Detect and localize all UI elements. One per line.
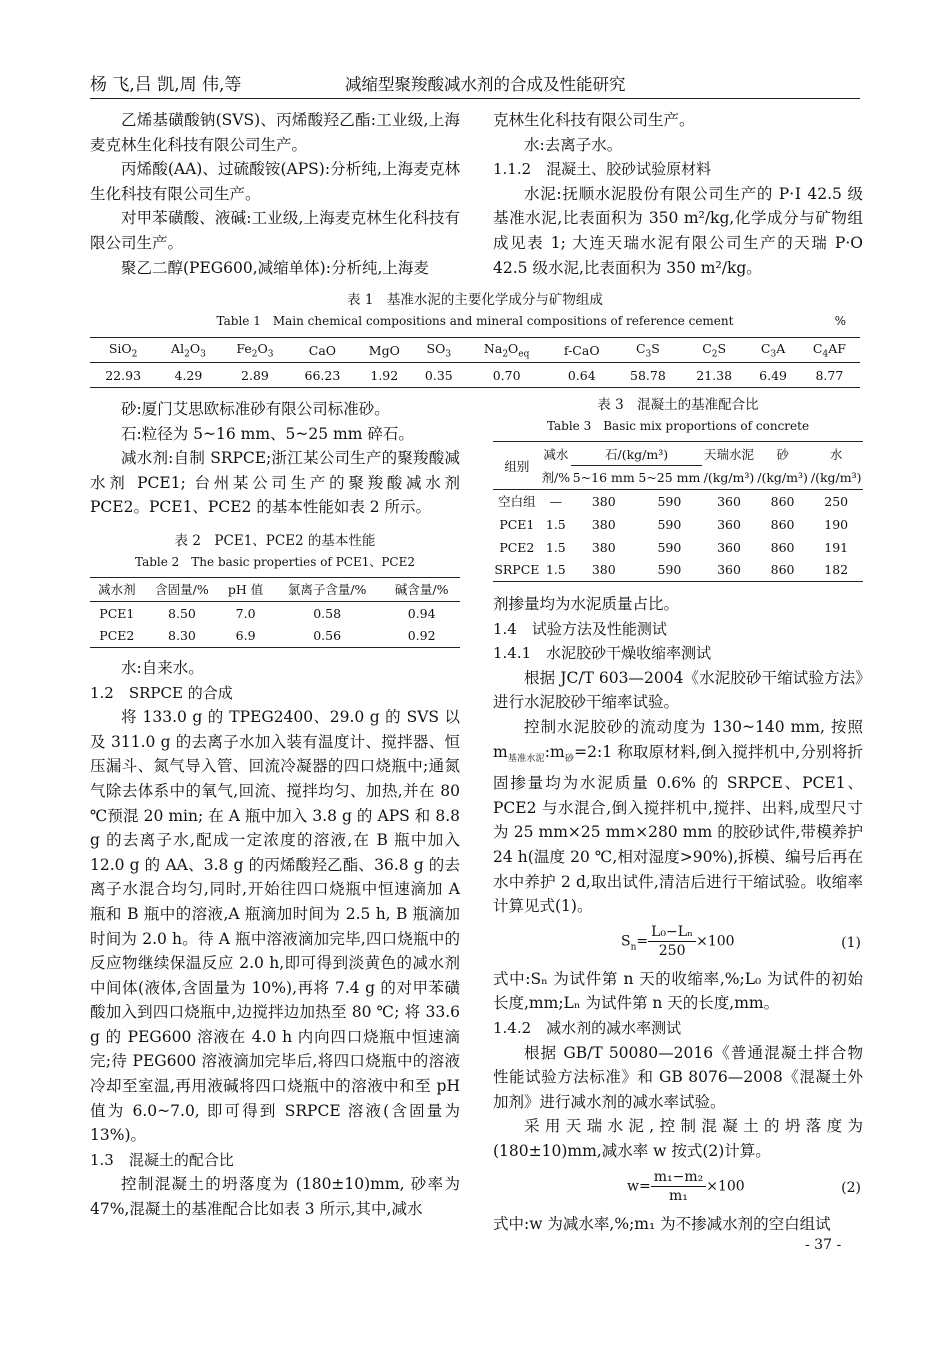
table3-cell: 380 [591,562,616,578]
table2-caption-en: Table 2 The basic properties of PCE1、PCE2 [135,554,415,569]
table2-row [90,624,460,647]
table1-header-part: S [651,340,660,356]
table3-header-wr2: 剂/% [541,470,571,486]
table3 [493,441,863,582]
section-heading: 1.1.2 混凝土、胶砂试验原材料 [493,160,712,179]
table1-header-part: O [257,340,268,356]
table2-header-row [90,577,460,601]
section-heading: 1.4.2 减水剂的减水率测试 [493,1019,682,1037]
section-heading: 1.4 试验方法及性能测试 [493,619,667,638]
eq2-fraction [651,1168,707,1205]
table3-cell: 590 [657,516,682,532]
table3-header-water1: 水 [829,446,843,462]
table1-header-part: C [635,340,646,356]
table1-caption-en: Table 1 Main chemical compositions and mineral compositions of reference cement [216,314,734,328]
table1-header-part: Al [171,340,185,356]
paragraph: 石:粒径为 5~16 mm、5~25 mm 碎石。 [121,424,414,443]
table3-cell: 1.5 [545,562,566,578]
paragraph: 减水剂:自制 SRPCE;浙江某公司生产的聚羧酸减水剂 PCE1; 台州某公司生产的聚羧酸减水剂 PCE2。PCE1、PCE2 的基本性能如表 2 所示。 [90,449,460,517]
table2-cell: 8.30 [168,628,196,644]
table1-header-part: SiO [108,340,132,356]
paragraph: 剂掺量均为水泥质量占比。 [493,595,680,613]
table1-header-cell [413,338,465,363]
table1-header-cell [289,338,355,363]
paragraph: 采用天瑞水泥,控制混凝土的坍落度为 (180±10)mm,减水率 w 按式(2)计算。 [493,1117,863,1160]
table1-value-cell: 6.49 [759,367,787,383]
paragraph: 式中:Sₙ 为试件第 n 天的收缩率,%;L₀ 为试件的初始长度,mm;Lₙ 为试件第 n 天的长度,mm。 [493,969,863,1013]
table1-value-cell: 21.38 [696,367,733,383]
table3-header-wr1: 减水 [543,446,569,462]
table1-header-part: 2 [131,349,138,360]
right-column-top [493,108,863,280]
paragraph: 根据 JC/T 603—2004《水泥胶砂干缩试验方法》进行水泥胶砂干缩率试验。 [493,668,863,712]
paragraph: 根据 GB/T 50080—2016《普通混凝土拌合物性能试验方法标准》和 GB 8076—2008《混凝土外加剂》进行减水剂的减水率试验。 [493,1043,863,1111]
paragraph: 水:去离子水。 [524,135,623,154]
table3-cell: — [549,493,563,509]
paragraph [493,715,863,919]
table3-header-sand2: /(kg/m³) [757,469,808,485]
table1 [90,337,860,388]
table1-header-cell [156,338,220,363]
table2-cell: PCE1 [99,605,135,621]
table1-value-cell: 0.35 [424,367,453,383]
paragraph: 砂:厦门艾思欧标准砂有限公司标准砂。 [121,400,390,418]
table3-cell: 380 [591,516,616,532]
eq1-fraction [648,923,696,960]
table3-cell: 860 [770,562,795,578]
table2-cell: 6.9 [235,628,256,644]
table1-header-part: CaO [308,342,337,358]
paragraph: 对甲苯磺酸、液碱:工业级,上海麦克林生化科技有限公司生产。 [90,209,460,252]
table1-header-part: AF [828,340,846,356]
eq1-tail: ×100 [696,933,735,950]
eq1-numerator: L₀−Lₙ [648,923,696,942]
table3-cell: 190 [824,516,849,532]
table3-cell: 1.5 [545,539,566,555]
table1-value-cell: 0.70 [492,367,521,383]
eq2-tail: ×100 [706,1178,745,1195]
table1-caption-cn: 表 1 基准水泥的主要化学成分与矿物组成 [347,292,603,308]
table1-value-cell: 8.77 [815,367,844,383]
subscript: 砂 [564,753,575,764]
table1-header-cell [615,338,681,363]
table3-cell: 860 [770,539,795,555]
table1-header-part: 3 [645,349,652,360]
table3-row [493,536,863,559]
eq2-numerator: m₁−m₂ [651,1168,707,1187]
table2-cell: 7.0 [235,605,256,621]
table3-row [493,490,863,513]
table1-header-part: A [776,340,786,356]
table2-header-cell: 氯离子含量/% [287,582,367,598]
table2-header-cell: 含固量/% [155,582,209,598]
table2-row [90,601,460,624]
table3-cell: 250 [824,493,849,509]
table1-header-part: 3 [770,349,777,360]
paragraph: 聚乙二醇(PEG600,减缩单体):分析纯,上海麦 [121,258,429,277]
table2-cell: 0.94 [407,605,436,621]
table3-cell: 191 [824,539,849,555]
text-run: =2:1 称取原材料,倒入搅拌机中,分别将折固掺量均为水泥质量 0.6% 的 SRPCE、PCE1、PCE2 与水混合,倒入搅拌机中,搅拌、出料,成型尺寸为 25 mm×25 mm×280 mm 的胶砂试件,带模养护 24 h(温度 20 ℃,相对湿度>90%),拆模、编号后再在水中养护 2 d,取出试件,清洁后进行干缩试验。收缩率计算见式(1)。 [493,742,863,916]
table3-header-stone-a: 5~16 mm [572,470,635,485]
table2-cell: PCE2 [99,628,135,644]
table3-header-row1 [493,442,863,466]
paragraph: 将 133.0 g 的 TPEG2400、29.0 g 的 SVS 以及 311.0 g 的去离子水加入装有温度计、搅拌器、恒压漏斗、氮气导入管、回流冷凝器的四口烧瓶中;通氮气除去体系中的氧气,回流、搅拌均匀、加热,并在 80 ℃预混 20 min; 在 A 瓶中加入 3.8 g 的 APS 和 8.8 g 的去离子水,配成一定浓度的溶液,在 B 瓶中加入 12.0 g 的 AA、3.8 g 的丙烯酸羟乙酯、36.8 g 的去离子水混合均匀,同时,开始往四口烧瓶中恒速滴加 A 瓶和 B 瓶中的溶液,A 瓶滴加时间为 2.5 h, B 瓶滴加时间为 2.0 h。待 A 瓶中溶液滴加完毕,四口烧瓶中的反应物继续保温反应 2.0 h,即可得到淡黄色的减水剂中间体(液体,含固量为 10%),再将 7.4 g 的对甲苯磺酸加入到四口烧瓶中,边搅拌边加热至 80 ℃; 将 33.6 g 的 PEG600 溶液在 4.0 h 内向四口烧瓶中恒速滴完;待 PEG600 溶液滴加完毕后,将四口烧瓶中的溶液冷却至室温,再用液碱将四口烧瓶中的溶液中和至 pH 值为 6.0~7.0, 即可得到 SRPCE 溶液(含固量为 13%)。 [90,708,460,1145]
table1-header-part: 3 [200,349,206,360]
eq1-lhs: S [621,933,631,950]
eq1-denominator: 250 [658,942,686,959]
table1-header-part: SO [426,340,446,356]
table1-header-cell [221,338,290,363]
paragraph: 乙烯基磺酸钠(SVS)、丙烯酸羟乙酯:工业级,上海麦克林生化科技有限公司生产。 [90,111,460,154]
eq1-lhs-sub: n [630,942,637,953]
table3-cell: 360 [717,539,741,555]
table1-header-part: O [508,340,519,356]
equation-1 [493,923,863,967]
paragraph: 克林生化科技有限公司生产。 [493,111,695,129]
table3-header-cement2: /(kg/m³) [703,469,755,485]
table1-value-cell: 2.89 [241,367,269,383]
paragraph: 水泥:抚顺水泥股份有限公司生产的 P·Ⅰ 42.5 级基准水泥,比表面积为 350 m²/kg,化学成分与矿物组成见表 1; 大连天瑞水泥有限公司生产的天瑞 P·O 42.5 级水泥,比表面积为 350 m²/kg。 [493,184,863,277]
table1-header-cell [549,338,615,363]
table1-header-cell [356,338,414,363]
table3-cell: SRPCE [494,562,540,578]
table3-cell: 182 [824,562,849,578]
table1-value-cell: 4.29 [174,367,203,383]
table2-cell: 0.56 [313,628,342,644]
header-authors: 杨 飞,吕 凯,周 伟,等 [90,75,242,95]
table1-value-cell: 58.78 [630,367,666,383]
eq2-lhs: w [627,1178,639,1195]
table3-header-cement1: 天瑞水泥 [703,446,754,462]
table3-cell: 空白组 [498,494,536,510]
table3-cell: PCE1 [499,516,535,532]
table1-header-cell [465,338,549,363]
table2-header-cell: 减水剂 [98,582,136,598]
table1-header-part: 2 [502,349,509,360]
table1-header-part: C [760,340,771,356]
table1-header-row [90,338,860,363]
table2-caption-cn: 表 2 PCE1、PCE2 的基本性能 [174,532,376,549]
table1-value-cell: 0.64 [567,367,596,383]
left-column-middle [90,397,460,1222]
running-header [90,68,860,99]
right-column-middle [493,394,863,1236]
table1-header-part: eq [518,349,530,360]
table1-header-part: 3 [267,349,274,360]
table1-header-part: 2 [711,349,718,360]
table3-row [493,559,863,582]
table3-block [493,394,863,582]
table3-cell: 590 [657,493,682,509]
table3-header-group: 组别 [504,458,530,474]
table1-header-part: 2 [184,349,190,360]
table1-header-part: S [717,340,727,356]
table3-header-water2: /(kg/m³) [810,469,862,485]
eq1-number: (1) [841,934,861,951]
table1-header-part: O [189,340,201,356]
table1-unit: % [834,314,846,328]
table1-header-cell [90,338,156,363]
eq2-number: (2) [841,1179,861,1196]
equation-2-body: w= $\frac{\text{m₁−m₂}}{\text{m₁}}$ ×100 [627,1168,745,1204]
table3-header-sand1: 砂 [776,446,789,462]
table3-cell: 1.5 [545,516,566,532]
table3-caption-en: Table 3 Basic mix proportions of concrete [546,419,810,433]
section-heading: 1.4.1 水泥胶砂干燥收缩率测试 [493,644,712,663]
table1-block [90,289,860,388]
paragraph: 控制混凝土的坍落度为 (180±10)mm, 砂率为 47%,混凝土的基准配合比如表 3 所示,其中,减水 [90,1175,460,1219]
table3-caption-cn: 表 3 混凝土的基准配合比 [597,397,759,413]
subscript: 基准水泥 [507,753,545,764]
table3-cell: 380 [591,539,616,555]
table3-cell: 360 [717,493,741,509]
table1-header-cell [681,338,747,363]
text-run: 控制水泥胶砂的流动度为 130~140 mm, 按照 m [493,717,863,761]
page-number: - 37 - [805,1237,842,1253]
eq2-denominator: m₁ [669,1187,688,1204]
table1-value-cell: 66.23 [304,367,341,383]
table1-header-part: Na [483,340,503,356]
table2-cell: 0.92 [407,628,436,644]
table3-row [493,513,863,536]
table1-header-part: C [812,340,823,356]
paragraph: 式中:w 为减水率,%;m₁ 为不掺减水剂的空白组试 [493,1214,831,1233]
section-heading: 1.2 SRPCE 的合成 [90,683,233,702]
table3-cell: 360 [717,562,741,578]
header-paper-title: 减缩型聚羧酸减水剂的合成及性能研究 [345,75,626,94]
table2-cell: 8.50 [168,605,196,621]
table1-header-part: 3 [445,349,452,360]
table1-header-part: C [702,340,712,356]
table1-header-part: f-CaO [563,342,600,358]
table3-cell: 860 [770,493,795,509]
equation-1-body: $S_n=$ $\frac{\text{L₀−Lₙ}}{250}$ ×100 [621,923,735,959]
table1-header-part: Fe [236,340,252,356]
table3-cell: 590 [657,562,682,578]
table3-header-stone-b: 5~25 mm [638,470,701,485]
table3-cell: 860 [770,516,795,532]
table3-cell: PCE2 [499,539,535,555]
table3-header-row2 [493,466,863,490]
table3-cell: 380 [591,493,616,509]
table2 [90,577,460,648]
table2-block [90,530,460,648]
table1-header-cell [747,338,799,363]
section-heading: 1.3 混凝土的配合比 [90,1150,234,1169]
table1-header-part: 4 [822,349,829,360]
table1-value-cell: 1.92 [370,367,399,383]
table3-header-stone: 石/(kg/m³) [571,442,702,466]
table1-value-row [90,363,860,388]
table3-cell: 590 [657,539,682,555]
table1-value-cell: 22.93 [105,367,142,383]
equation-2 [493,1168,863,1212]
table2-header-cell: pH 值 [227,582,264,598]
table1-header-cell [799,338,860,363]
table1-header-part: 2 [251,349,258,360]
table3-cell: 360 [717,516,741,532]
paragraph: 丙烯酸(AA)、过硫酸铵(APS):分析纯,上海麦克林生化科技有限公司生产。 [90,160,460,203]
table1-header-part: MgO [368,342,400,358]
table2-header-cell: 碱含量/% [394,582,449,598]
paragraph: 水:自来水。 [121,658,204,677]
text-run: :m [544,742,565,761]
table2-cell: 0.58 [313,605,342,621]
left-column-top [90,108,460,280]
